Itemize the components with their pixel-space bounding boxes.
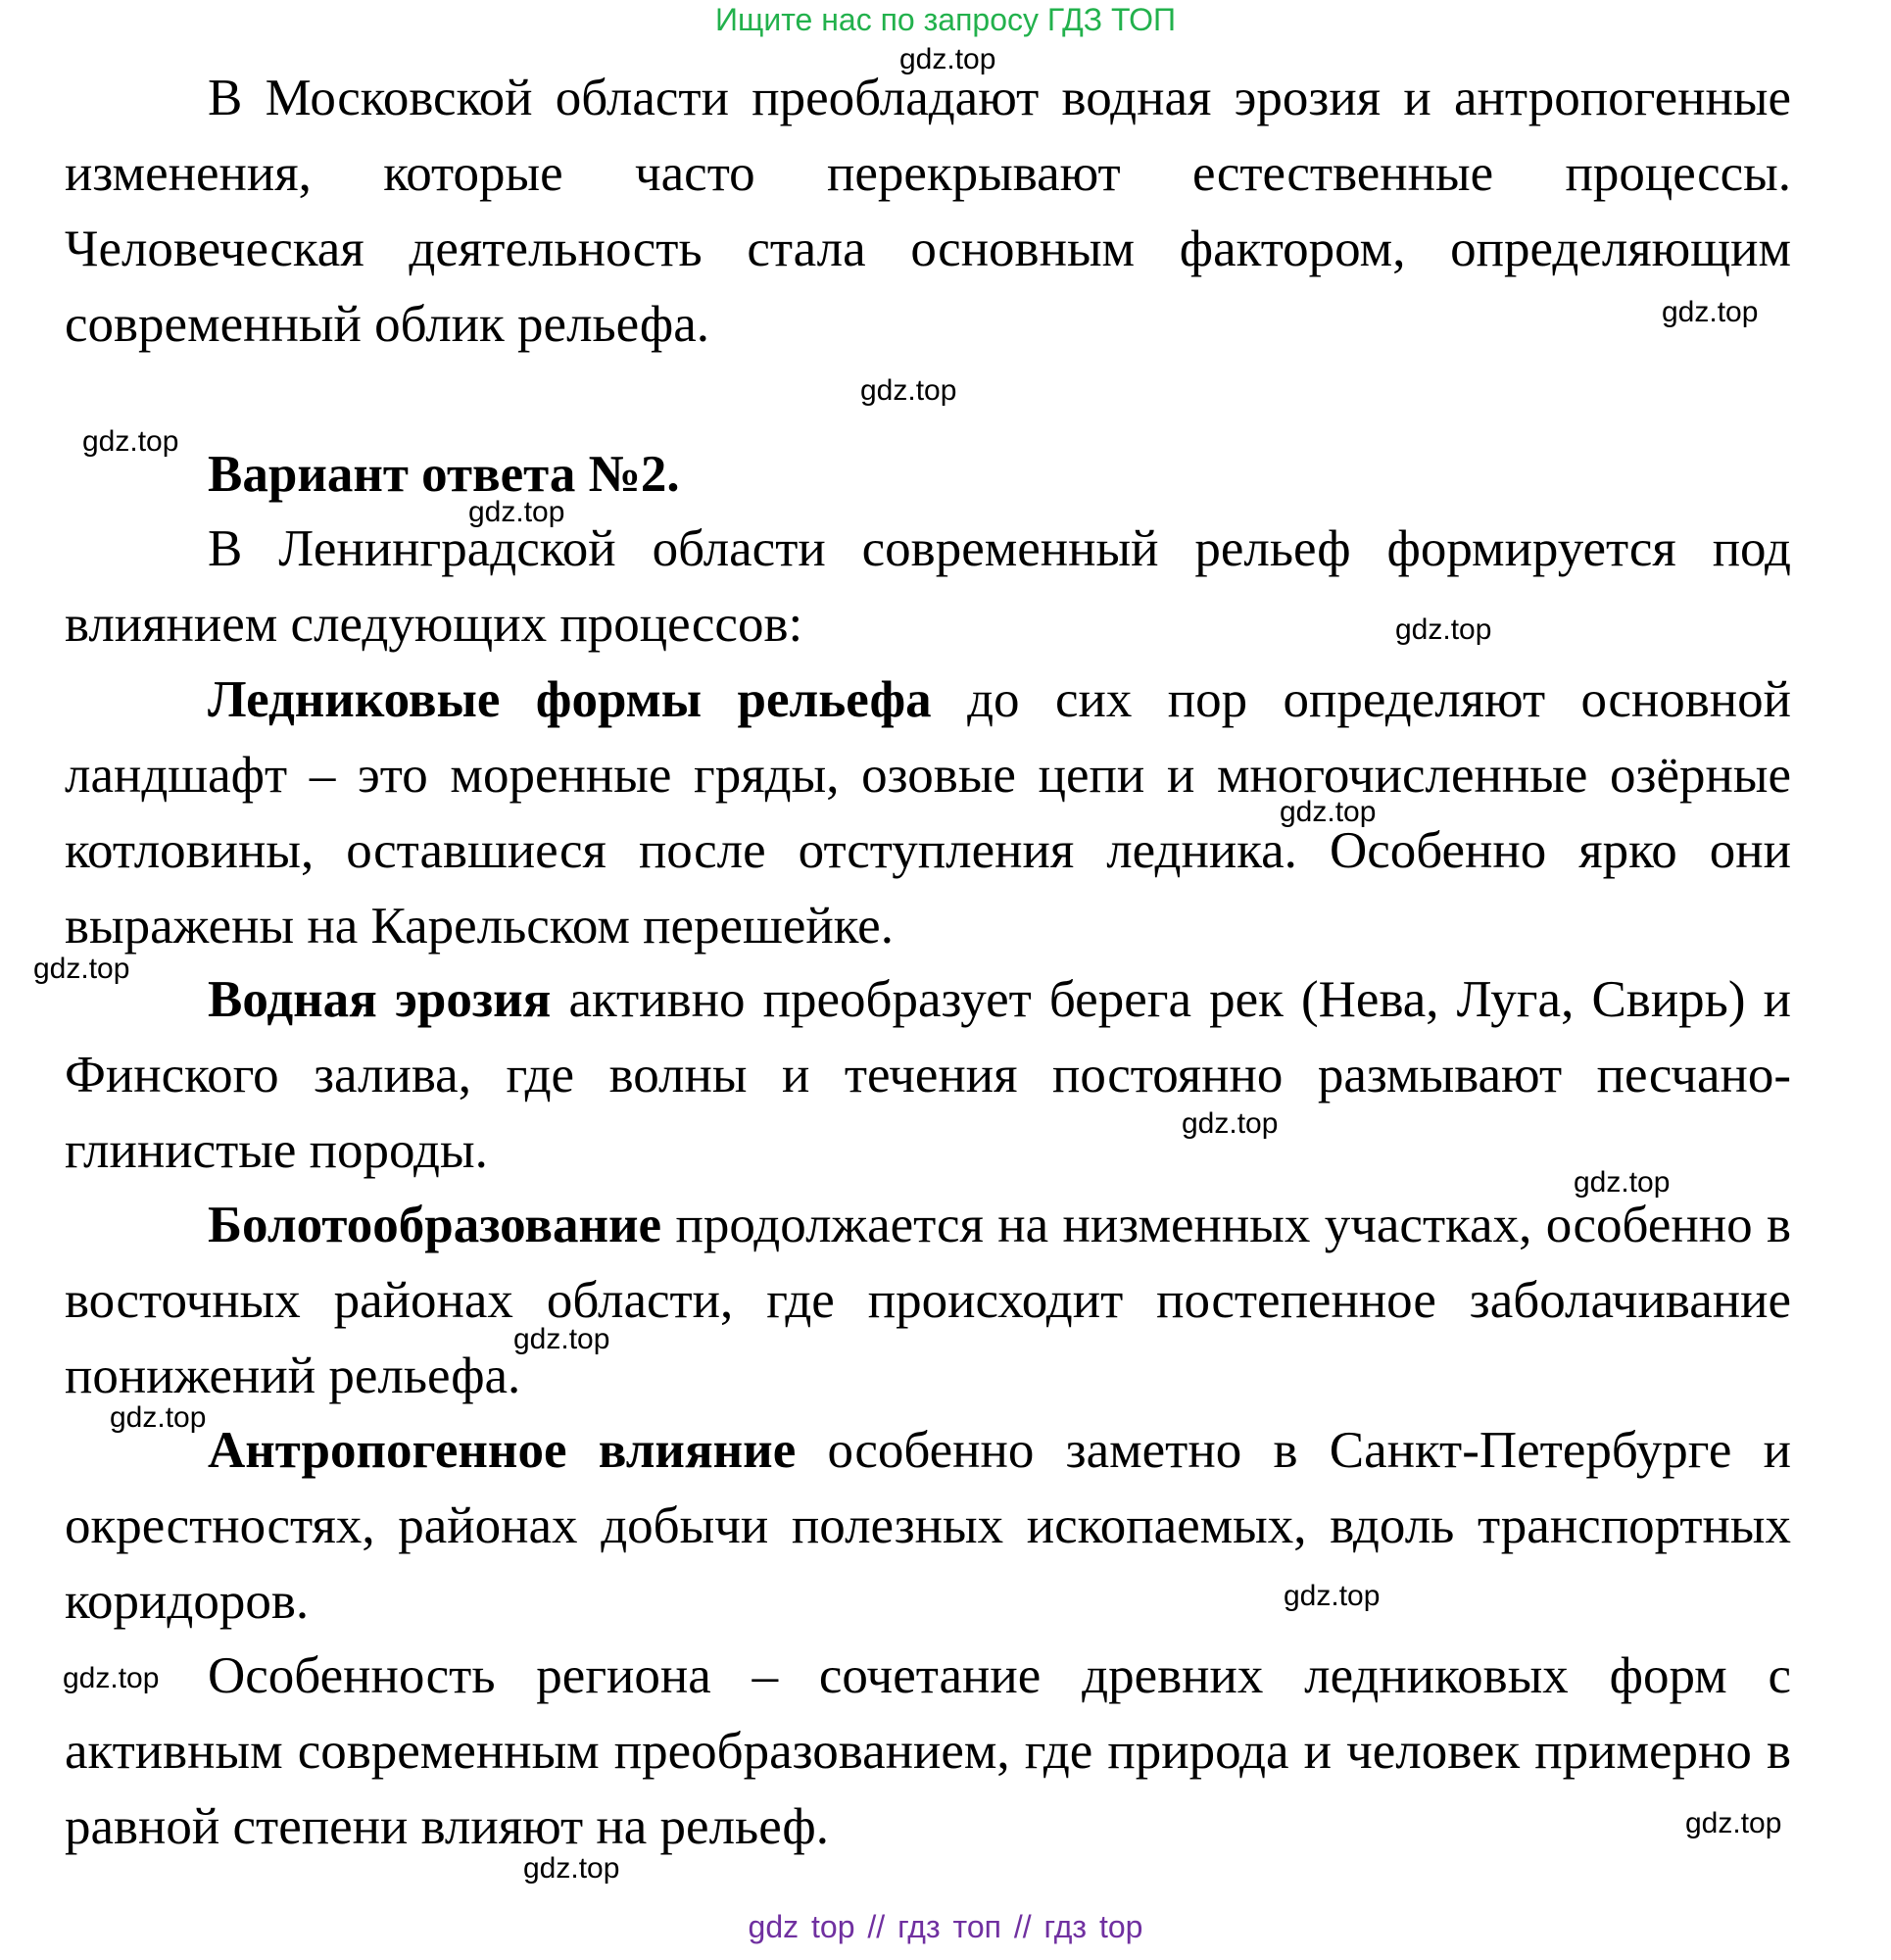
watermark: gdz.top [1662,296,1759,328]
anthropogenic-term: Антропогенное влияние [208,1422,797,1479]
water-erosion-text: активно преобразует берега рек (Нева, Луга, Свирь) и Финского залива, где волны и течения постоянно размывают песчано-глинистые породы. [65,971,1791,1179]
paragraph-moscow: В Московской области преобладают водная эрозия и антропогенные изменения, которые часто перекрывают естественные процессы. Человеческая деятельность стала основным фактором, определяющим современный облик рельефа. [65,70,1791,353]
glacial-text: до сих пор определяют основной ландшафт – это моренные гряды, озовые цепи и многочисленные озёрные котловины, оставшиеся после отступления ледника. Особенно ярко они выражены на Карельском перешейке. [65,671,1791,955]
watermark: gdz.top [1284,1580,1381,1612]
top-banner: Ищите нас по запросу ГДЗ ТОП [715,2,1176,37]
watermark: gdz.top [1182,1107,1279,1140]
watermark: gdz.top [82,425,179,458]
paragraph-swamp [65,1188,1791,1414]
watermark: gdz.top [33,953,130,985]
paragraph-water-erosion [65,962,1791,1189]
paragraph-leningrad-intro: В Ленинградской области современный рельеф формируется под влиянием следующих процессов: [65,520,1791,653]
watermark: gdz.top [110,1401,207,1434]
footer-links: gdz top // гдз топ // гдз top [748,1909,1143,1944]
water-erosion-term: Водная эрозия [208,971,552,1028]
watermark: gdz.top [899,43,996,75]
swamp-text: продолжается на низменных участках, особенно в восточных районах области, где происходит постепенное заболачивание понижений рельефа. [65,1197,1791,1404]
watermark: gdz.top [1280,796,1377,828]
glacial-term: Ледниковые формы рельефа [208,671,932,728]
watermark: gdz.top [523,1852,620,1885]
watermark: gdz.top [1574,1166,1671,1199]
watermark: gdz.top [513,1323,610,1355]
watermark: gdz.top [1395,613,1492,646]
watermark: gdz.top [468,496,565,528]
watermark: gdz.top [860,374,957,407]
watermark: gdz.top [63,1662,160,1694]
paragraph-conclusion: Особенность региона – сочетание древних ледниковых форм с активным современным преобразованием, где природа и человек примерно в равной степени влияют на рельеф. [65,1647,1791,1855]
anthropogenic-text: особенно заметно в Санкт-Петербурге и окрестностях, районах добычи полезных ископаемых, вдоль транспортных коридоров. [65,1422,1791,1630]
paragraph-anthropogenic [65,1413,1791,1640]
watermark: gdz.top [1685,1807,1782,1839]
swamp-term: Болотообразование [208,1197,662,1253]
variant-heading: Вариант ответа №2. [208,446,680,503]
paragraph-glacial [65,662,1791,964]
